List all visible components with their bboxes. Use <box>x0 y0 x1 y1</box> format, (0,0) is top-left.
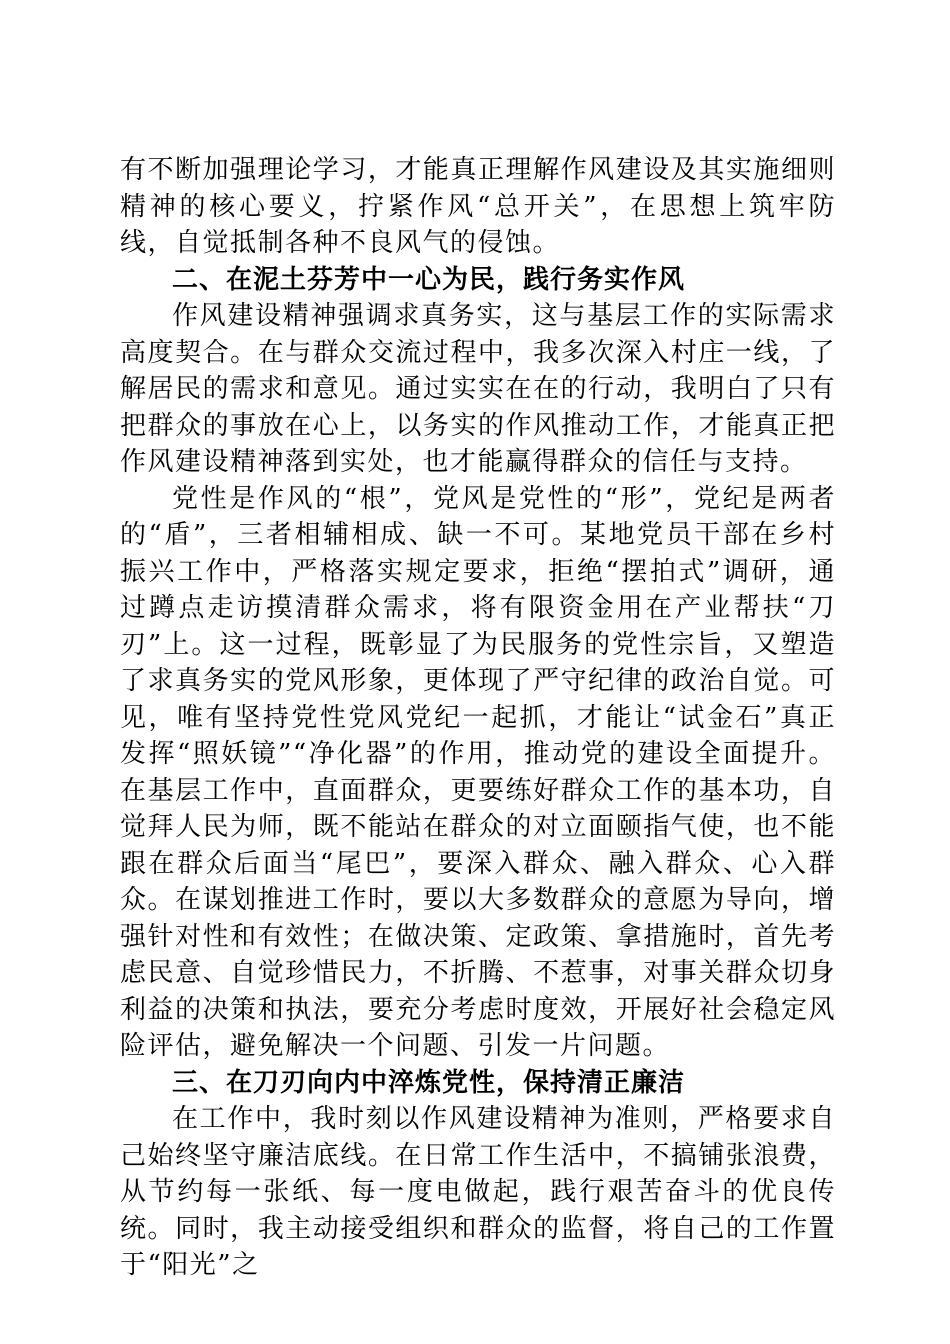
document-body <box>120 152 836 1284</box>
paragraph-continuation: 有不断加强理论学习，才能真正理解作风建设及其实施细则精神的核心要义，拧紧作风“总开关”，在思想上筑牢防线，自觉抵制各种不良风气的侵蚀。 <box>120 155 836 258</box>
section-heading-3: 三、在刀刃向内中淬炼党性，保持清正廉洁 <box>172 1067 686 1098</box>
paragraph-practical-style: 作风建设精神强调求真务实，这与基层工作的实际需求高度契合。在与群众交流过程中，我多次深入村庄一线，了解居民的需求和意见。通过实实在在的行动，我明白了只有把群众的事放在心上，以务实的作风推动工作，才能真正把作风建设精神落到实处，也才能赢得群众的信任与支持。 <box>120 301 836 477</box>
paragraph-integrity: 在工作中，我时刻以作风建设精神为准则，严格要求自己始终坚守廉洁底线。在日常工作生活中，不搞铺张浪费，从节约每一张纸、每一度电做起，践行艰苦奋斗的优良传统。同时，我主动接受组织和群众的监督，将自己的工作置于“阳光”之 <box>120 1104 836 1280</box>
section-heading-2: 二、在泥土芬芳中一心为民，践行务实作风 <box>172 264 686 295</box>
paragraph-party-spirit: 党性是作风的“根”，党风是党性的“形”，党纪是两者的“盾”，三者相辅相成、缺一不可。某地党员干部在乡村振兴工作中，严格落实规定要求，拒绝“摆拍式”调研，通过蹲点走访摸清群众需求，将有限资金用在产业帮扶“刀刃”上。这一过程，既彰显了为民服务的党性宗旨，又塑造了求真务实的党风形象，更体现了严守纪律的政治自觉。可见，唯有坚持党性党风党纪一起抓，才能让“试金石”真正发挥“照妖镜”“净化器”的作用，推动党的建设全面提升。在基层工作中，直面群众，更要练好群众工作的基本功，自觉拜人民为师，既不能站在群众的对立面颐指气使，也不能跟在群众后面当“尾巴”，要深入群众、融入群众、心入群众。在谋划推进工作时，要以大多数群众的意愿为导向，增强针对性和有效性；在做决策、定政策、拿措施时，首先考虑民意、自觉珍惜民力，不折腾、不惹事，对事关群众切身利益的决策和执法，要充分考虑时度效，开展好社会稳定风险评估，避免解决一个问题、引发一片问题。 <box>120 483 836 1061</box>
